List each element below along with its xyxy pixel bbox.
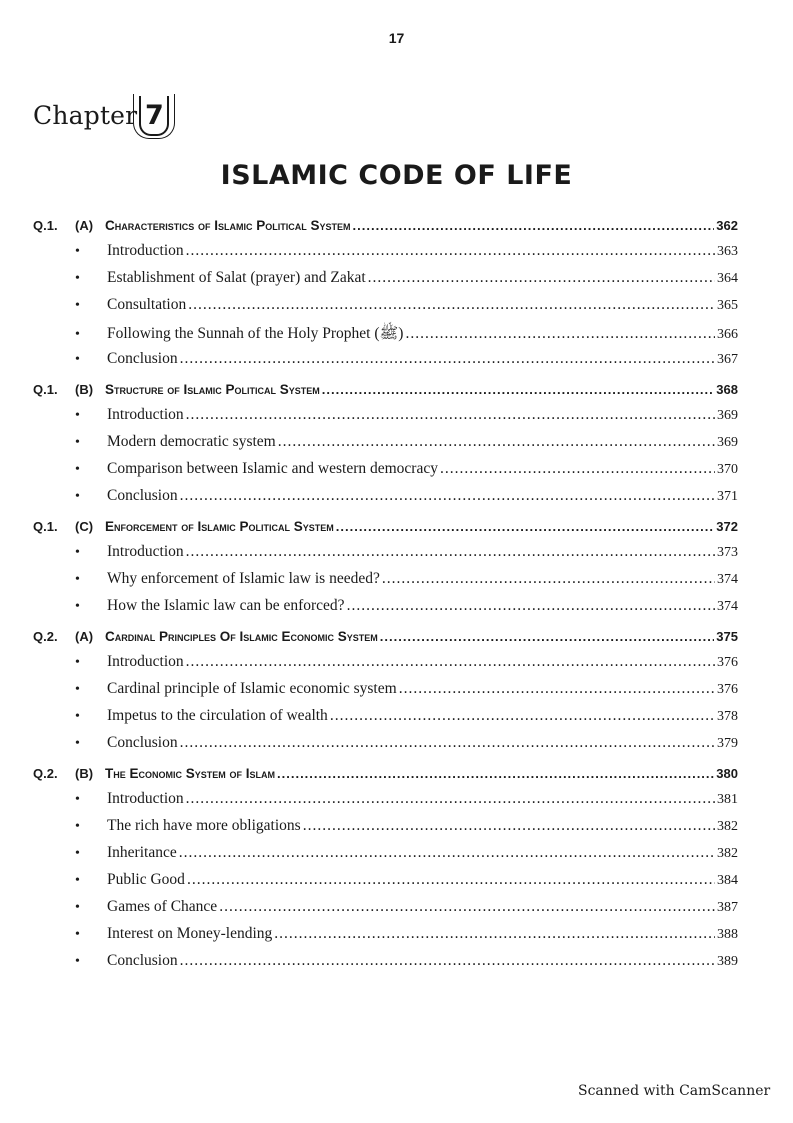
entry-page-number: 376: [717, 682, 738, 697]
dot-leader: [180, 952, 715, 970]
toc-section-heading: [33, 218, 738, 242]
question-part: (B): [75, 766, 94, 781]
bullet-icon: •: [75, 298, 80, 313]
entry-page-number: 365: [717, 298, 738, 313]
section-page-number: 372: [716, 519, 738, 534]
section-title: The Economic System of Islam: [105, 766, 276, 781]
entry-title: Why enforcement of Islamic law is needed?: [107, 570, 380, 587]
toc-entry: [33, 350, 738, 377]
bullet-icon: •: [75, 545, 80, 560]
toc-entry: [33, 570, 738, 597]
bullet-icon: •: [75, 408, 80, 423]
entry-page-number: 364: [717, 271, 738, 286]
entry-title: Interest on Money-lending: [107, 925, 273, 942]
bullet-icon: •: [75, 900, 80, 915]
toc-section-heading: [33, 519, 738, 543]
entry-page-number: 379: [717, 736, 738, 751]
dot-leader: [330, 707, 715, 725]
entry-page-number: 363: [717, 244, 738, 259]
bullet-icon: •: [75, 682, 80, 697]
bullet-icon: •: [75, 819, 80, 834]
entry-title: How the Islamic law can be enforced?: [107, 597, 345, 614]
dot-leader: [179, 844, 715, 862]
page-number: 17: [388, 30, 405, 46]
dot-leader: [347, 597, 715, 615]
entry-page-number: 382: [717, 819, 738, 834]
entry-title: Cardinal principle of Islamic economic system: [107, 680, 397, 697]
dot-leader: [353, 218, 715, 233]
section-title: Structure of Islamic Political System: [105, 382, 320, 397]
chapter-heading: [33, 96, 169, 130]
entry-page-number: 389: [717, 954, 738, 969]
toc-entry: [33, 242, 738, 269]
toc-entry: [33, 790, 738, 817]
dot-leader: [277, 766, 714, 781]
toc-entry: [33, 406, 738, 433]
dot-leader: [180, 734, 715, 752]
entry-title: Games of Chance: [107, 898, 218, 915]
entry-title: Conclusion: [107, 350, 178, 367]
bullet-icon: •: [75, 271, 80, 286]
scanner-watermark: Scanned with CamScanner: [578, 1083, 771, 1099]
entry-page-number: 373: [717, 545, 738, 560]
dot-leader: [186, 406, 715, 424]
dot-leader: [186, 543, 715, 561]
chapter-word: Chapter: [33, 101, 138, 130]
question-part: (A): [75, 218, 94, 233]
entry-title: Introduction: [107, 543, 184, 560]
question-number: Q.2.: [33, 629, 58, 644]
dot-leader: [278, 433, 715, 451]
entry-page-number: 371: [717, 489, 738, 504]
bullet-icon: •: [75, 244, 80, 259]
toc-entry: [33, 871, 738, 898]
toc-entry: [33, 597, 738, 624]
question-part: (B): [75, 382, 94, 397]
entry-title: Conclusion: [107, 952, 178, 969]
question-number: Q.1.: [33, 382, 58, 397]
dot-leader: [380, 629, 715, 644]
toc-entry: [33, 844, 738, 871]
bullet-icon: •: [75, 846, 80, 861]
toc-entry: [33, 898, 738, 925]
entry-page-number: 370: [717, 462, 738, 477]
bullet-icon: •: [75, 655, 80, 670]
bullet-icon: •: [75, 954, 80, 969]
section-title: Characteristics of Islamic Political System: [105, 218, 351, 233]
dot-leader: [180, 487, 715, 505]
dot-leader: [187, 871, 715, 889]
dot-leader: [303, 817, 715, 835]
toc-section-heading: [33, 629, 738, 653]
question-number: Q.1.: [33, 519, 58, 534]
entry-title: Introduction: [107, 653, 184, 670]
entry-page-number: 381: [717, 792, 738, 807]
section-page-number: 380: [716, 766, 738, 781]
entry-page-number: 374: [717, 572, 738, 587]
dot-leader: [399, 680, 715, 698]
bullet-icon: •: [75, 572, 80, 587]
entry-title: Following the Sunnah of the Holy Prophet (ﷺ): [107, 325, 404, 342]
dot-leader: [322, 382, 715, 397]
entry-title: Public Good: [107, 871, 185, 888]
entry-title: Conclusion: [107, 734, 178, 751]
bullet-icon: •: [75, 873, 80, 888]
toc-entry: [33, 487, 738, 514]
toc-entry: [33, 460, 738, 487]
dot-leader: [336, 519, 715, 534]
entry-title: Conclusion: [107, 487, 178, 504]
question-number: Q.1.: [33, 218, 58, 233]
dot-leader: [274, 925, 715, 943]
dot-leader: [188, 296, 715, 314]
section-title: Cardinal Principles Of Islamic Economic System: [105, 629, 378, 644]
toc-section-heading: [33, 382, 738, 406]
question-part: (C): [75, 519, 94, 534]
section-page-number: 375: [716, 629, 738, 644]
dot-leader: [180, 350, 715, 368]
toc-entry: [33, 925, 738, 952]
bullet-icon: •: [75, 599, 80, 614]
toc-entry: [33, 269, 738, 296]
toc-entry: [33, 433, 738, 460]
toc-entry: [33, 323, 738, 350]
bullet-icon: •: [75, 927, 80, 942]
toc-entry: [33, 817, 738, 844]
chapter-number-badge: 7: [139, 96, 169, 136]
dot-leader: [186, 653, 715, 671]
section-page-number: 368: [716, 382, 738, 397]
entry-page-number: 366: [717, 327, 738, 342]
toc-entry: [33, 296, 738, 323]
dot-leader: [368, 269, 715, 287]
section-page-number: 362: [716, 218, 738, 233]
table-of-contents: [33, 213, 738, 979]
dot-leader: [440, 460, 715, 478]
entry-title: Inheritance: [107, 844, 177, 861]
entry-title: The rich have more obligations: [107, 817, 301, 834]
bullet-icon: •: [75, 489, 80, 504]
entry-page-number: 378: [717, 709, 738, 724]
dot-leader: [405, 325, 715, 343]
question-part: (A): [75, 629, 94, 644]
bullet-icon: •: [75, 327, 80, 342]
entry-page-number: 369: [717, 435, 738, 450]
entry-title: Introduction: [107, 790, 184, 807]
toc-entry: [33, 952, 738, 979]
entry-title: Modern democratic system: [107, 433, 276, 450]
toc-entry: [33, 707, 738, 734]
page-title: ISLAMIC CODE OF LIFE: [220, 160, 573, 191]
entry-title: Impetus to the circulation of wealth: [107, 707, 328, 724]
toc-section-heading: [33, 766, 738, 790]
bullet-icon: •: [75, 792, 80, 807]
toc-entry: [33, 680, 738, 707]
entry-page-number: 376: [717, 655, 738, 670]
entry-title: Comparison between Islamic and western democracy: [107, 460, 438, 477]
question-number: Q.2.: [33, 766, 58, 781]
toc-entry: [33, 734, 738, 761]
toc-entry: [33, 653, 738, 680]
entry-page-number: 367: [717, 352, 738, 367]
bullet-icon: •: [75, 435, 80, 450]
bullet-icon: •: [75, 736, 80, 751]
bullet-icon: •: [75, 462, 80, 477]
bullet-icon: •: [75, 709, 80, 724]
entry-page-number: 369: [717, 408, 738, 423]
entry-page-number: 382: [717, 846, 738, 861]
entry-title: Introduction: [107, 242, 184, 259]
entry-title: Introduction: [107, 406, 184, 423]
entry-page-number: 374: [717, 599, 738, 614]
dot-leader: [382, 570, 715, 588]
dot-leader: [186, 242, 715, 260]
dot-leader: [219, 898, 715, 916]
entry-page-number: 384: [717, 873, 738, 888]
entry-title: Consultation: [107, 296, 187, 313]
bullet-icon: •: [75, 352, 80, 367]
entry-title: Establishment of Salat (prayer) and Zakat: [107, 269, 366, 286]
dot-leader: [186, 790, 715, 808]
entry-page-number: 387: [717, 900, 738, 915]
section-title: Enforcement of Islamic Political System: [105, 519, 334, 534]
toc-entry: [33, 543, 738, 570]
entry-page-number: 388: [717, 927, 738, 942]
